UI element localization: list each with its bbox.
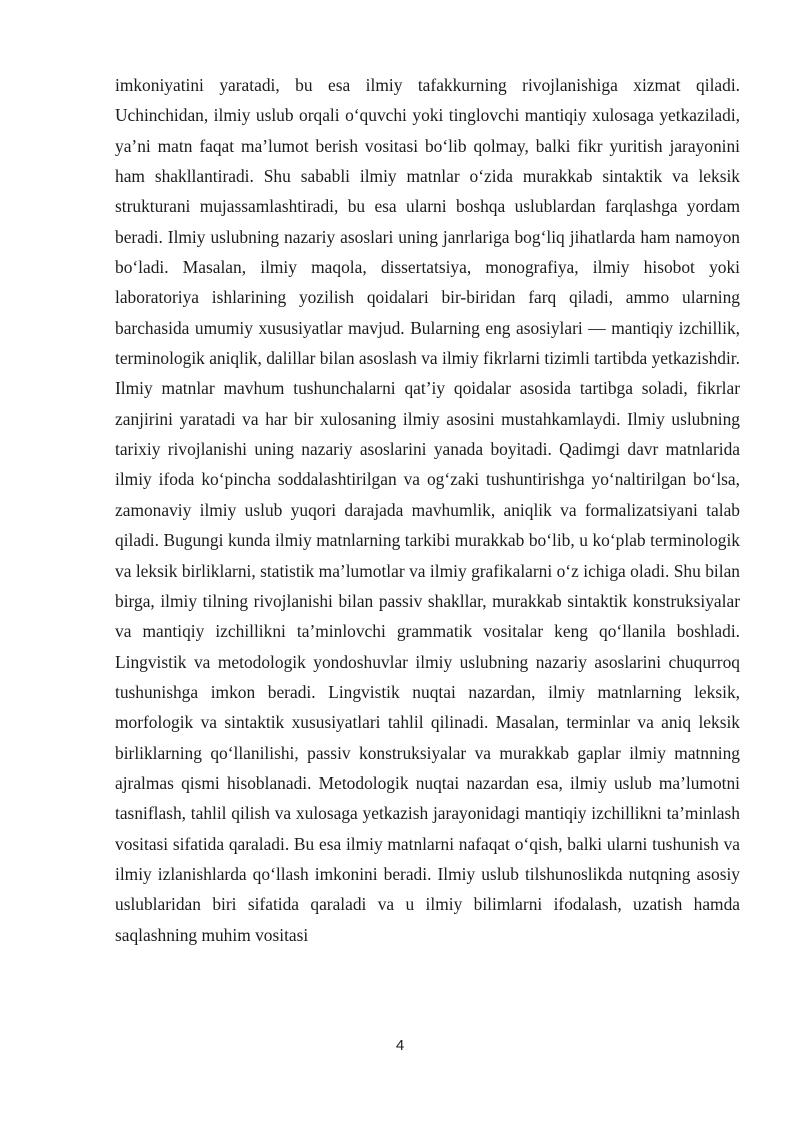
page-number: 4 [395,1037,405,1054]
body-paragraph: imkoniyatini yaratadi, bu esa ilmiy tafakkurning rivojlanishiga xizmat qiladi. Uchinchidan, ilmiy uslub orqali o‘quvchi yoki tinglovchi mantiqiy xulosaga yetkaziladi, ya’ni matn faqat ma’lumot berish vositasi bo‘lib qolmay, balki fikr yuritish jarayonini ham shakllantiradi. Shu sababli ilmiy matnlar o‘zida murakkab sintaktik va leksik strukturani mujassamlashtiradi, bu esa ularni boshqa uslublardan farqlashga yordam beradi. Ilmiy uslubning nazariy asoslari uning janrlariga bog‘liq jihatlarda ham namoyon bo‘ladi. Masalan, ilmiy maqola, dissertatsiya, monografiya, ilmiy hisobot yoki laboratoriya ishlarining yozilish qoidalari bir-biridan farq qiladi, ammo ularning barchasida umumiy xususiyatlar mavjud. Bularning eng asosiylari — mantiqiy izchillik, terminologik aniqlik, dalillar bilan asoslash va ilmiy fikrlarni tizimli tartibda yetkazishdir. Ilmiy matnlar mavhum tushunchalarni qat’iy qoidalar asosida tartibga soladi, fikrlar zanjirini yaratadi va har bir xulosaning ilmiy asosini mustahkamlaydi. Ilmiy uslubning tarixiy rivojlanishi uning nazariy asoslarini yanada boyitadi. Qadimgi davr matnlarida ilmiy ifoda ko‘pincha soddalashtirilgan va og‘zaki tushuntirishga yo‘naltirilgan bo‘lsa, zamonaviy ilmiy uslub yuqori darajada mavhumlik, aniqlik va formalizatsiyani talab qiladi. Bugungi kunda ilmiy matnlarning tarkibi murakkab bo‘lib, u ko‘plab terminologik va leksik birliklarni, statistik ma’lumotlar va ilmiy grafikalarni o‘z ichiga oladi. Shu bilan birga, ilmiy tilning rivojlanishi bilan passiv shakllar, murakkab sintaktik konstruksiyalar va mantiqiy izchillikni ta’minlovchi grammatik vositalar keng qo‘llanila boshladi. Lingvistik va metodologik yondoshuvlar ilmiy uslubning nazariy asoslarini chuqurroq tushunishga imkon beradi. Lingvistik nuqtai nazardan, ilmiy matnlarning leksik, morfologik va sintaktik xususiyatlari tahlil qilinadi. Masalan, terminlar va aniq leksik birliklarning qo‘llanilishi, passiv konstruksiyalar va murakkab gaplar ilmiy matnning ajralmas qismi hisoblanadi. Metodologik nuqtai nazardan esa, ilmiy uslub ma’lumotni tasniflash, tahlil qilish va xulosaga yetkazish jarayonidagi mantiqiy izchillikni ta’minlash vositasi sifatida qaraladi. Bu esa ilmiy matnlarni nafaqat o‘qish, balki ularni tushunish va ilmiy izlanishlarda qo‘llash imkonini beradi. Ilmiy uslub tilshunoslikda nutqning asosiy uslublaridan biri sifatida qaraladi va u ilmiy bilimlarni ifodalash, uzatish hamda saqlashning muhim vositasi [115,75,740,945]
